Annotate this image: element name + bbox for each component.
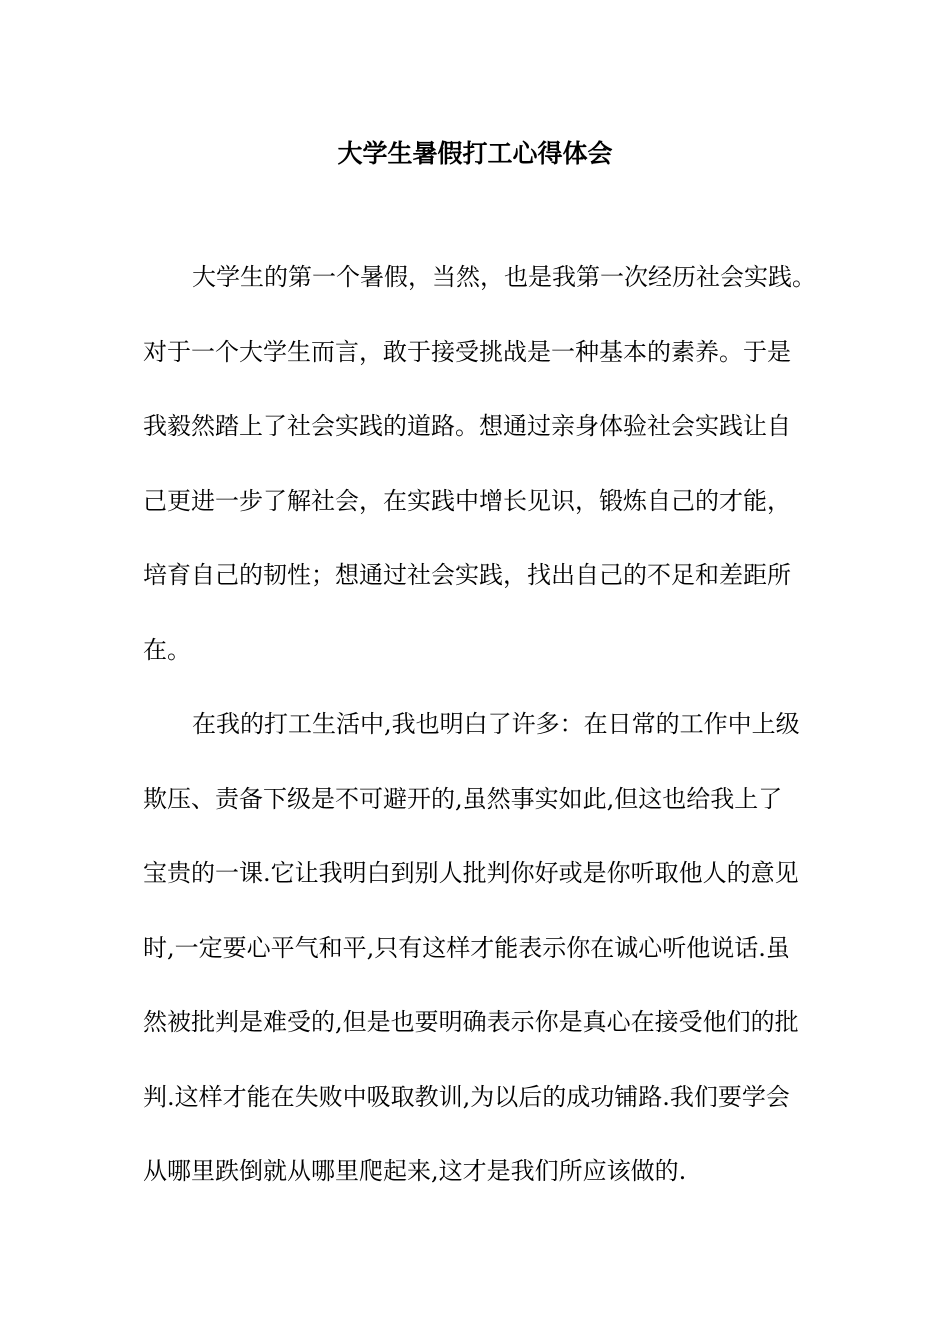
- document-title: 大学生暑假打工心得体会: [337, 139, 613, 168]
- paragraph-line: 判.这样才能在失败中吸取教训,为以后的成功铺路.我们要学会: [143, 1083, 790, 1111]
- paragraph-line: 己更进一步了解社会，在实践中增长见识，锻炼自己的才能，: [143, 487, 791, 515]
- paragraph-line: 在我的打工生活中,我也明白了许多：在日常的工作中上级: [192, 710, 800, 738]
- paragraph-line: 欺压、责备下级是不可避开的,虽然事实如此,但这也给我上了: [143, 785, 783, 813]
- paragraph-line: 培育自己的韧性；想通过社会实践，找出自己的不足和差距所: [143, 561, 791, 589]
- paragraph-line: 宝贵的一课.它让我明白到别人批判你好或是你听取他人的意见: [143, 859, 799, 887]
- paragraph-line: 在。: [143, 636, 191, 664]
- paragraph-line: 对于一个大学生而言，敢于接受挑战是一种基本的素养。于是: [143, 338, 791, 366]
- paragraph-line: 大学生的第一个暑假，当然，也是我第一次经历社会实践。: [192, 263, 816, 291]
- paragraph-line: 时,一定要心平气和平,只有这样才能表示你在诚心听他说话.虽: [143, 934, 790, 962]
- paragraph-line: 从哪里跌倒就从哪里爬起来,这才是我们所应该做的.: [143, 1157, 687, 1185]
- paragraph-line: 我毅然踏上了社会实践的道路。想通过亲身体验社会实践让自: [143, 412, 791, 440]
- paragraph-line: 然被批判是难受的,但是也要明确表示你是真心在接受他们的批: [143, 1008, 799, 1036]
